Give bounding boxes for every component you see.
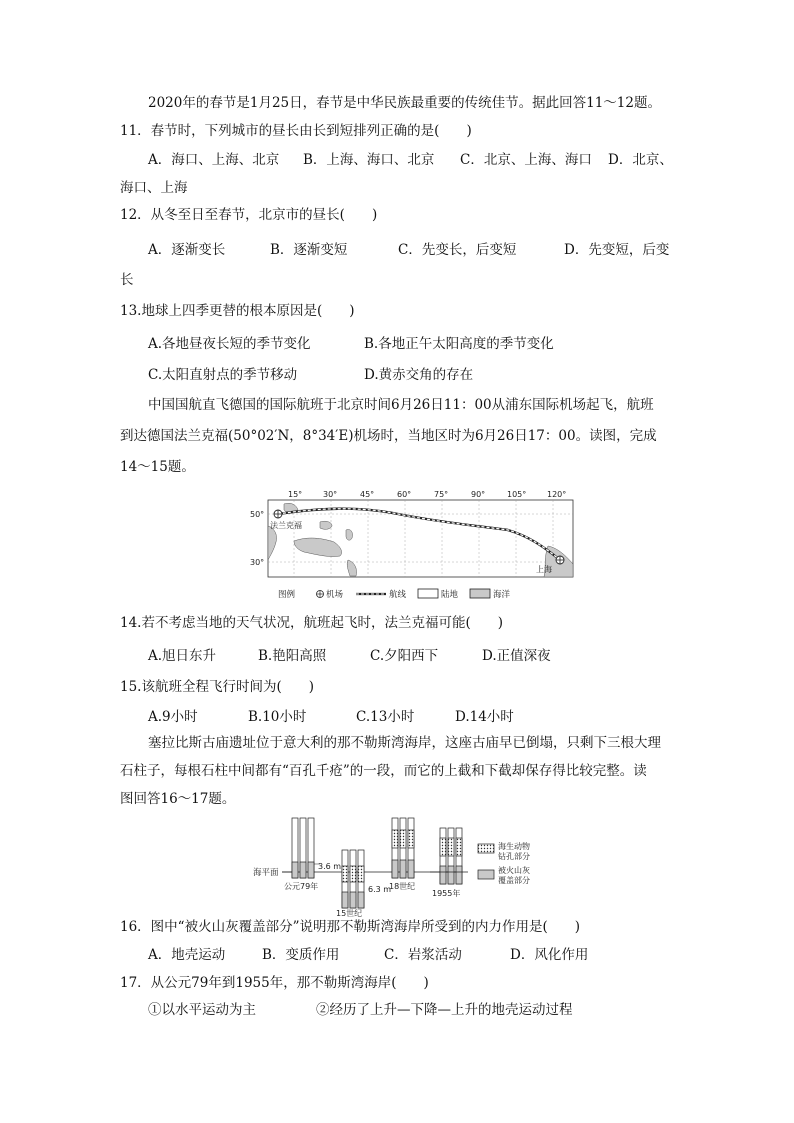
q14-option-c: C.夕阳西下 (370, 648, 439, 664)
caspian-sea (346, 529, 353, 540)
year-79-label: 公元79年 (284, 882, 319, 891)
legend-title: 图例 (278, 590, 296, 600)
depth-3-6-label: 3.6 m (318, 862, 342, 871)
columns-18th-century (392, 818, 414, 878)
year-1955-label: 1955年 (432, 889, 461, 898)
q11-option-d: D．北京、 (608, 152, 673, 168)
flight-route-map (248, 486, 578, 604)
columns-legend (478, 841, 530, 885)
legend-ocean-label: 海洋 (493, 590, 511, 600)
q13-stem: 13.地球上四季更替的根本原因是( ) (120, 303, 355, 319)
q13-option-c: C.太阳直射点的季节移动 (148, 367, 298, 383)
columns-year-79 (292, 818, 314, 878)
q11-option-a: A．海口、上海、北京 (148, 152, 280, 168)
q15-stem: 15.该航班全程飞行时间为( ) (120, 679, 315, 695)
century-18-label: 18世纪 (389, 882, 416, 891)
q13-option-d: D.黄赤交角的存在 (364, 367, 474, 383)
q12-option-a: A．逐渐变长 (148, 242, 226, 258)
q12-option-b: B．逐渐变短 (270, 242, 348, 258)
lon-label: 30° (323, 490, 338, 499)
depth-6-3-label: 6.3 m (368, 885, 392, 894)
q16-stem: 16．图中“被火山灰覆盖部分”说明那不勒斯湾海岸所受到的内力作用是( ) (120, 919, 581, 935)
q17-option-1: ①以水平运动为主 (148, 1002, 256, 1018)
legend-route-label: 航线 (389, 590, 407, 600)
intro-16-17-line3: 图回答16～17题。 (120, 791, 236, 807)
q14-option-b: B.艳阳高照 (258, 648, 327, 664)
q16-option-a: A．地壳运动 (148, 947, 226, 963)
lat-label-50: 50° (250, 510, 265, 519)
airport-frankfurt (274, 510, 282, 518)
q12-option-d-cont: 长 (120, 272, 134, 288)
lon-label: 90° (471, 490, 486, 499)
intro-16-17-line2: 石柱子，每根石柱中间都有“百孔千疮”的一段，而它的上截和下截却保存得比较完整。读 (120, 763, 647, 779)
q15-option-b: B.10小时 (248, 709, 307, 725)
columns-year-1955 (440, 828, 462, 884)
city-shanghai-label: 上海 (536, 565, 552, 574)
q11-option-d-cont: 海口、上海 (120, 180, 188, 196)
lat-label-30: 30° (250, 558, 265, 567)
longitude-labels (288, 490, 566, 499)
legend-ash-icon (478, 870, 494, 879)
q13-option-a: A.各地昼夜长短的季节变化 (148, 336, 311, 352)
black-sea (320, 521, 332, 529)
q15-option-d: D.14小时 (455, 709, 514, 725)
intro-14-15-line2: 到达德国法兰克福(50°02′N，8°34′E)机场时，当地区时为6月26日17：00。读图，完成 (120, 428, 657, 444)
legend-land-label: 陆地 (441, 590, 459, 600)
intro-14-15-line1: 中国国航直飞德国的国际航班于北京时间6月26日11：00从浦东国际机场起飞，航班 (148, 397, 654, 413)
city-frankfurt-label: 法兰克福 (270, 521, 302, 530)
legend-ash-line1: 被火山灰 (498, 866, 530, 875)
q16-option-b: B．变质作用 (262, 947, 340, 963)
sea-level-label: 海平面 (253, 868, 279, 878)
intro-14-15-line3: 14～15题。 (120, 459, 195, 475)
q11-stem: 11．春节时，下列城市的昼长由长到短排列正确的是( ) (120, 123, 472, 139)
intro-16-17-line1: 塞拉比斯古庙遗址位于意大利的那不勒斯湾海岸，这座古庙早已倒塌，只剩下三根大理 (148, 735, 661, 751)
legend-land-icon (418, 589, 438, 598)
q11-option-b: B．上海、海口、北京 (303, 152, 435, 168)
legend-ocean-icon (470, 589, 490, 598)
q17-option-2: ②经历了上升—下降—上升的地壳运动过程 (316, 1002, 573, 1018)
q12-option-c: C．先变长，后变短 (398, 242, 517, 258)
lon-label: 120° (547, 490, 567, 499)
lon-label: 15° (288, 490, 303, 499)
intro-11-12: 2020年的春节是1月25日，春节是中华民族最重要的传统佳节。据此回答11～12题。 (148, 95, 661, 111)
q17-stem: 17．从公元79年到1955年，那不勒斯湾海岸( ) (120, 975, 429, 991)
legend-ash-line2: 覆盖部分 (498, 876, 530, 885)
q13-option-b: B.各地正午太阳高度的季节变化 (364, 336, 554, 352)
q12-stem: 12．从冬至日至春节，北京市的昼长( ) (120, 207, 378, 223)
map-legend (278, 589, 511, 600)
century-15-label: 15世纪 (336, 909, 363, 918)
lon-label: 75° (434, 490, 449, 499)
q16-option-d: D．风化作用 (510, 947, 589, 963)
q12-option-d: D．先变短，后变 (564, 242, 670, 258)
lon-label: 105° (507, 490, 527, 499)
lon-label: 60° (397, 490, 412, 499)
legend-drilled-icon (478, 844, 494, 853)
q14-option-d: D.正值深夜 (482, 648, 551, 664)
lon-label: 45° (360, 490, 375, 499)
q15-option-c: C.13小时 (356, 709, 415, 725)
airport-shanghai (556, 556, 564, 564)
q14-option-a: A.旭日东升 (148, 648, 217, 664)
q15-option-a: A.9小时 (148, 709, 198, 725)
q11-option-c: C．北京、上海、海口 (460, 152, 592, 168)
legend-airport-label: 机场 (326, 590, 344, 600)
legend-drilled-line1: 海生动物 (498, 842, 530, 851)
q16-option-c: C．岩浆活动 (384, 947, 462, 963)
legend-drilled-line2: 钻孔部分 (498, 852, 530, 861)
q14-stem: 14.若不考虑当地的天气状况，航班起飞时，法兰克福可能( ) (120, 615, 504, 631)
columns-15th-century (342, 850, 364, 908)
temple-columns-figure (252, 814, 582, 918)
